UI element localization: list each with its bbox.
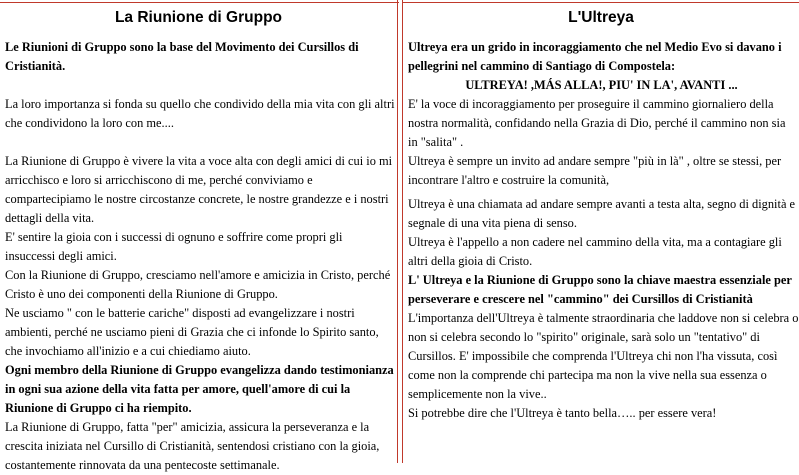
bold-text-line: Le Riunioni di Gruppo sono la base del Movimento dei Cursillos di [5, 40, 359, 54]
bold-text-line: Ogni membro della Riunione di Gruppo evangelizza dando testimonianza [5, 363, 394, 377]
text-line: altri della gioia di Cristo. [408, 254, 533, 268]
bold-text-line: Riunione di Gruppo ci ha riempito. [5, 401, 192, 415]
riunione-title: La Riunione di Gruppo [114, 9, 283, 26]
bold-text-line: Cristianità. [5, 59, 66, 73]
text-line: Ultreya è sempre un invito ad andare sempre "più in là" , oltre se stessi, per [408, 154, 782, 168]
text-line: Con la Riunione di Gruppo, cresciamo nell'amore e amicizia in Cristo, perché [5, 268, 391, 282]
text-line: E' sentire la gioia con i successi di ognuno e soffrire come propri gli [5, 230, 343, 244]
text-line: incontrare l'altro e costruire la comunità, [408, 173, 610, 187]
text-line: Si potrebbe dire che l'Ultreya è tanto bella….. per essere vera! [408, 406, 717, 420]
text-line: Ne usciamo " con le batterie cariche" disposti ad evangelizzare i nostri [5, 306, 355, 320]
text-line: La Riunione di Gruppo è vivere la vita a voce alta con degli amici di cui io mi [5, 154, 393, 168]
text-line: insuccessi degli amici. [5, 249, 117, 263]
riunione-body [5, 38, 395, 475]
text-line: nostra normalità, confidando nella Grazia di Dio, perché il cammino non sia [408, 116, 786, 130]
text-line: segnale di una vita piena di senso. [408, 216, 577, 230]
ultreya-title: L'Ultreya [568, 9, 634, 26]
text-line: crescita iniziata nel Cursillo di Cristianità, sentendosi cristiano con la gioia, [5, 439, 380, 453]
text-line: arricchisco e loro si arricchiscono di me, perché conviviamo e [5, 173, 313, 187]
bold-text-line: in ogni sua azione della vita fatta per amore, quell'amore di cui la [5, 382, 351, 396]
text-line: Ultreya è una chiamata ad andare sempre avanti a testa alta, segno di dignità e [408, 197, 796, 211]
riunione-column [0, 0, 398, 472]
text-line: La loro importanza si fonda su quello che condivido della mia vita con gli altri [5, 97, 395, 111]
text-line: Ultreya è l'appello a non cadere nel cammino della vita, ma a contagiare gli [408, 235, 782, 249]
text-line: E' la voce di incoraggiamento per proseguire il cammino giornaliero della [408, 97, 774, 111]
bold-text-line: L' Ultreya e la Riunione di Gruppo sono la chiave maestra essenziale per [408, 273, 792, 287]
text-line: ambienti, perché ne usciamo pieni di Grazia che ci infonde lo Spirito santo, [5, 325, 379, 339]
ultreya-body [408, 38, 798, 423]
paragraph-gap [5, 76, 395, 95]
text-line: La Riunione di Gruppo, fatta "per" amicizia, assicura la perseveranza e la [5, 420, 370, 434]
text-line: che invochiamo all'inizio e a cui chiediamo aiuto. [5, 344, 251, 358]
text-line: L'importanza dell'Ultreya è talmente straordinaria che laddove non si celebra o [408, 311, 799, 325]
bold-text-line: pellegrini nel cammino di Santiago di Compostela: [408, 59, 676, 73]
text-line: compartecipiamo le nostre circostanze concrete, le nostre grandezze e i nostri [5, 192, 389, 206]
text-line: che condividono la loro con me.... [5, 116, 174, 130]
text-line: Cursillos. E' impossibile che comprenda l'Ultreya chi non l'ha vissuta, così [408, 349, 778, 363]
text-line: in "salita" . [408, 135, 464, 149]
ultreya-column [402, 0, 799, 463]
text-line: costantemente rinnovata da una pentecoste settimanale. [5, 458, 280, 472]
paragraph-gap [5, 133, 395, 152]
text-line: semplicemente non la vive.. [408, 387, 547, 401]
text-line: Cristo è uno dei componenti della Riunione di Gruppo. [5, 287, 278, 301]
text-line: come non la comprende chi partecipa ma non la vive nella sua essenza o [408, 368, 767, 382]
text-line: dettagli della vita. [5, 211, 95, 225]
bold-text-line: perseverare e crescere nel "cammino" dei Cursillos di Cristianità [408, 292, 753, 306]
bold-text-line: ULTREYA! ,MÁS ALLA!, PIU' IN LA', AVANTI ... [465, 78, 738, 92]
text-line: non si celebra secondo lo "spirito" originale, sarà solo un "tentativo" di [408, 330, 760, 344]
bold-text-line: Ultreya era un grido in incoraggiamento che nel Medio Evo si davano i [408, 40, 782, 54]
